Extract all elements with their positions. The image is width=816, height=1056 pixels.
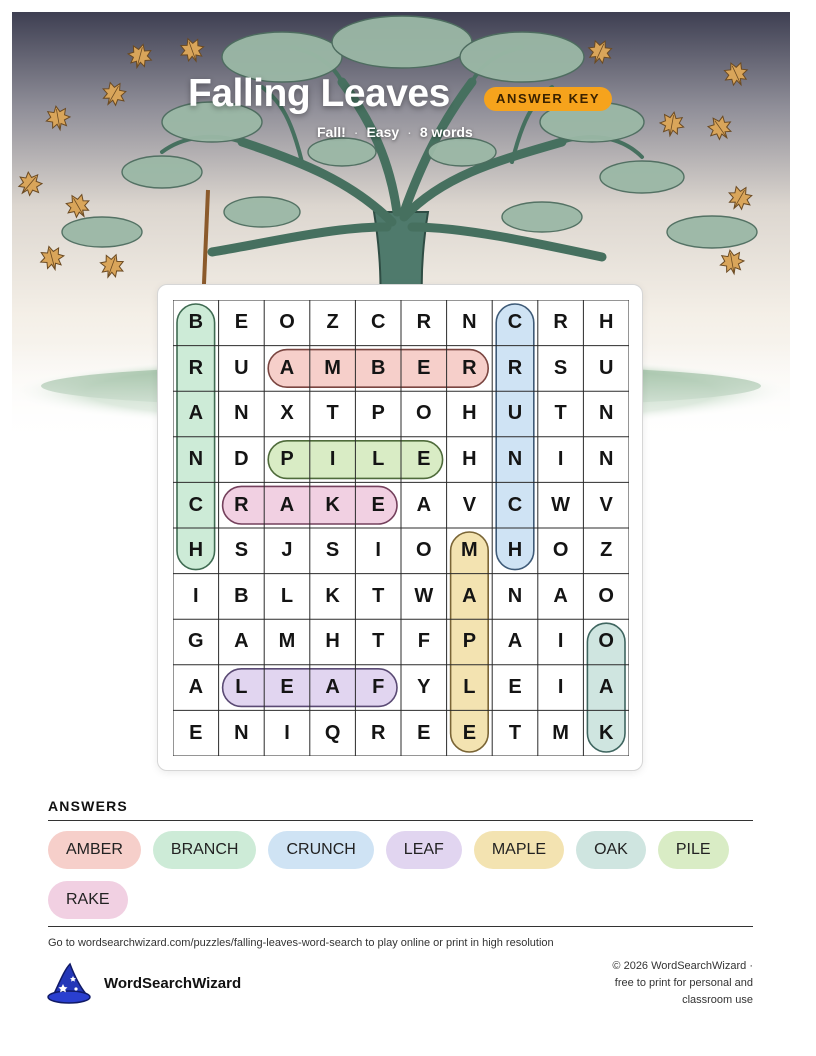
grid-cell[interactable]: O (416, 402, 432, 425)
grid-cell[interactable]: N (188, 448, 204, 471)
answer-chip: PILE (658, 831, 729, 869)
grid-cell[interactable]: M (278, 630, 296, 653)
grid-cell[interactable]: H (325, 630, 340, 653)
grid-cell[interactable]: M (324, 356, 341, 379)
meta-separator: · (353, 124, 359, 140)
copyright (583, 958, 753, 1009)
grid-cell[interactable]: D (234, 448, 249, 471)
grid-cell[interactable]: L (372, 448, 385, 471)
grid-cell[interactable]: E (417, 356, 431, 379)
grid-cell[interactable]: A (325, 676, 340, 699)
grid-cell[interactable]: U (598, 356, 614, 379)
grid-cell[interactable]: S (553, 356, 568, 379)
grid-cell[interactable]: H (188, 539, 204, 562)
grid-cell[interactable]: I (284, 721, 290, 744)
grid-cell[interactable]: Z (326, 311, 339, 334)
grid-cell[interactable]: R (416, 311, 432, 334)
grid-cell[interactable]: L (280, 584, 294, 607)
page-title: Falling Leaves (188, 72, 450, 115)
grid-cell[interactable]: W (414, 584, 434, 607)
grid-cell[interactable]: R (370, 721, 386, 744)
grid-cell[interactable]: K (325, 584, 340, 607)
grid-cell[interactable]: A (188, 402, 204, 425)
answer-chip: MAPLE (474, 831, 564, 869)
grid-cell[interactable]: V (462, 493, 477, 516)
grid-cell[interactable]: E (417, 721, 431, 744)
meta-separator: · (407, 124, 412, 140)
grid-cell[interactable]: H (598, 311, 614, 334)
answer-chip: BRANCH (153, 831, 257, 869)
footer-divider (48, 926, 753, 927)
grid-cell[interactable]: R (507, 356, 523, 379)
brand-name: WordSearchWizard (104, 974, 242, 992)
answer-chip: CRUNCH (268, 831, 373, 869)
grid-cell[interactable]: O (552, 539, 569, 562)
grid-cell[interactable]: N (462, 311, 477, 334)
grid-cell[interactable]: T (372, 584, 385, 607)
answer-key-badge: ANSWER KEY (484, 87, 612, 111)
grid-cell[interactable]: N (598, 448, 614, 471)
grid-cell[interactable]: T (508, 721, 522, 744)
grid-cell[interactable]: N (507, 584, 523, 607)
grid-cell[interactable]: E (189, 721, 203, 744)
grid-cell[interactable]: Q (324, 721, 341, 744)
grid-cell[interactable]: E (508, 676, 522, 699)
grid-cell[interactable]: K (325, 493, 340, 516)
grid-cell[interactable]: C (507, 311, 523, 334)
grid-cell[interactable]: M (552, 721, 569, 744)
brand[interactable] (46, 962, 241, 1004)
grid-cell[interactable]: X (280, 402, 294, 425)
grid-cell[interactable]: A (507, 630, 523, 653)
grid-cell[interactable]: B (370, 356, 386, 379)
copyright-line: © 2026 WordSearchWizard · (612, 960, 753, 972)
grid-cell[interactable]: H (462, 402, 477, 425)
grid-cell[interactable]: R (462, 356, 477, 379)
grid-cell[interactable]: S (325, 539, 340, 562)
answer-chip: AMBER (48, 831, 141, 869)
grid-cell[interactable]: A (279, 493, 295, 516)
grid-cell[interactable]: F (372, 676, 385, 699)
grid-cell[interactable]: U (507, 402, 523, 425)
letter-grid (173, 300, 629, 756)
grid-cell[interactable]: U (234, 356, 249, 379)
grid-cell[interactable]: C (370, 311, 386, 334)
grid-cell[interactable]: A (279, 356, 295, 379)
grid-cell[interactable]: J (281, 539, 293, 562)
grid-cell[interactable]: O (416, 539, 432, 562)
grid-cell[interactable]: N (234, 402, 249, 425)
grid-cell[interactable]: L (463, 676, 476, 699)
grid-cell[interactable]: H (507, 539, 523, 562)
grid-cell[interactable]: I (557, 448, 564, 471)
grid-cell[interactable]: E (417, 448, 431, 471)
puzzle-card (157, 284, 643, 771)
grid-cell[interactable]: P (371, 402, 385, 425)
grid-cell[interactable]: I (375, 539, 381, 562)
grid-cell[interactable]: C (188, 493, 204, 516)
grid-cell[interactable]: V (599, 493, 613, 516)
grid-cell[interactable]: H (462, 448, 477, 471)
grid-cell[interactable]: P (462, 630, 477, 653)
grid-cell[interactable]: A (462, 584, 477, 607)
grid-cell[interactable]: N (598, 402, 614, 425)
grid-cell[interactable]: E (371, 493, 385, 516)
puzzle-meta (317, 124, 473, 140)
grid-cell[interactable]: A (234, 630, 249, 653)
grid-cell[interactable]: B (188, 311, 204, 334)
grid-cell[interactable]: A (598, 676, 614, 699)
grid-cell[interactable]: N (234, 721, 249, 744)
grid-cell[interactable]: I (557, 676, 564, 699)
grid-cell[interactable]: M (461, 539, 478, 562)
grid-cell[interactable]: N (507, 448, 523, 471)
grid-cell[interactable]: G (188, 630, 204, 653)
grid-cell[interactable]: K (598, 721, 614, 744)
grid-cell[interactable]: S (234, 539, 249, 562)
wizard-hat-icon (46, 962, 92, 1004)
grid-cell[interactable]: I (329, 448, 336, 471)
answers-section (48, 798, 753, 919)
grid-cell[interactable]: E (462, 721, 477, 744)
grid-cell[interactable]: Y (417, 676, 431, 699)
theme-label: Fall! (317, 124, 346, 140)
grid-cell[interactable]: C (507, 493, 523, 516)
grid-cell[interactable]: T (372, 630, 385, 653)
word-count-label: 8 words (419, 124, 473, 140)
answer-chip: LEAF (386, 831, 462, 869)
grid-cell[interactable]: O (598, 584, 614, 607)
grid-cell[interactable]: E (234, 311, 249, 334)
grid-cell[interactable]: R (234, 493, 249, 516)
footer-note: Go to wordsearchwizard.com/puzzles/falling-leaves-word-search to play online or print in high resolution (48, 937, 554, 949)
answer-list (48, 831, 753, 919)
grid-cell[interactable]: L (235, 676, 248, 699)
grid-cell[interactable]: A (188, 676, 204, 699)
answers-heading: ANSWERS (48, 798, 753, 821)
grid-cell[interactable]: A (416, 493, 432, 516)
grid-cell[interactable]: E (280, 676, 294, 699)
grid-cell[interactable]: A (553, 584, 568, 607)
grid-cell[interactable]: I (557, 630, 564, 653)
grid-cell[interactable]: R (188, 356, 204, 379)
copyright-line: free to print for personal and (614, 977, 753, 989)
grid-cell[interactable]: O (279, 311, 295, 334)
grid-cell[interactable]: F (417, 630, 430, 653)
grid-cell[interactable]: I (193, 584, 199, 607)
grid-cell[interactable]: T (554, 402, 567, 425)
grid-cell[interactable]: W (551, 493, 571, 516)
grid-cell[interactable]: T (326, 402, 339, 425)
copyright-line: classroom use (682, 994, 753, 1006)
answer-chip: OAK (576, 831, 646, 869)
grid-cell[interactable]: P (280, 448, 294, 471)
answer-chip: RAKE (48, 881, 128, 919)
grid-cell[interactable]: Z (600, 539, 613, 562)
grid-cell[interactable]: R (553, 311, 568, 334)
grid-cell[interactable]: B (234, 584, 249, 607)
difficulty-label: Easy (366, 124, 400, 140)
grid-cell[interactable]: O (598, 630, 614, 653)
